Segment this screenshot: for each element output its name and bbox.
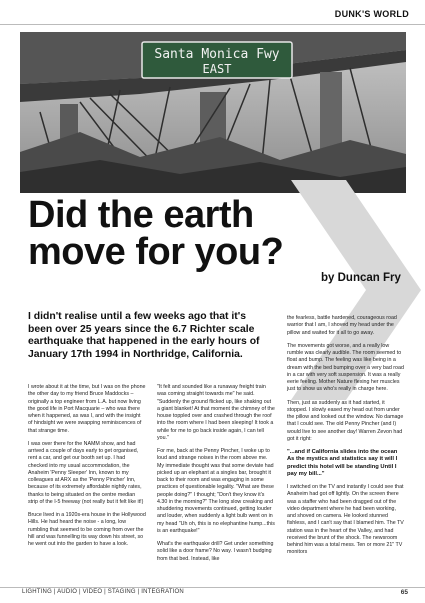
footer-sections: LIGHTING | AUDIO | VIDEO | STAGING | INTEGRATION (22, 589, 184, 595)
body-paragraph: I wrote about it at the time, but I was on the phone the other day to my friend Bruce Maddocks – originally a top engineer from L.A. but now living the good life in Port Macquarie – who was there when it happened, as was I, and with the insight of hindsight we were swapping reminiscences of that strange time. (28, 384, 146, 434)
body-column-2 (157, 384, 275, 569)
body-paragraph: The movements got worse, and a really low rumble was clearly audible. The room seemed to float and bump. The feeling was like being in a dream with the bed bumping over a very bad road in a car with very soft suspension. It was a really eerie feeling. Mother Nature flexing her muscles just to show us who's really in charge here. (287, 342, 404, 393)
body-paragraph: What's the earthquake drill? Get under something solid like a door frame? No way. I wasn't budging from that bed. Instead, like (157, 541, 274, 562)
body-paragraph: Then, just as suddenly as it had started, it stopped. I slowly eased my head out from under the pillow and looked out the window. No damage that I could see. The old Penny Pincher (and I) would live to see another day! Warren Zevon had got it right: (287, 399, 404, 442)
sign-text-line1: Santa Monica Fwy (154, 47, 280, 62)
body-column-3 (287, 315, 405, 563)
earthquake-photo (20, 32, 406, 193)
article-headline (28, 194, 388, 273)
pull-quote: "...and if California slides into the ocean As the mystics and statistics say it will I predict this hotel will be standing Until I pay my bill..." (287, 449, 398, 477)
body-paragraph: Bruce lived in a 1920s-era house in the Hollywood Hills. He had heard the noise - a long, low rumbling that seemed to be coming from over the hill and was funnelling its way down his street, so he went out into the garden to have a look. (28, 512, 146, 547)
section-tag: DUNK'S WORLD (334, 9, 409, 19)
collapsed-freeway-image (20, 32, 406, 193)
headline-line-2: move for you? (28, 231, 284, 273)
header-rule (0, 24, 425, 25)
body-paragraph: I switched on the TV and instantly I could see that Anaheim had got off lightly. On the screen there was a staffer who had been dragged out of the video department where he had been working, and shoved on camera. He looked stunned fishless, and I can't say that I blamed him. The TV station was in the heart of the Valley, and had received the brunt of the shock. The newsroom behind him was a total mess. Ten or more 21" TV monitors (287, 484, 404, 556)
headline-line-1: Did the earth (28, 194, 254, 236)
sign-text-line2: EAST (202, 62, 232, 76)
article-lede: I didn't realise until a few weeks ago that it's been over 25 years since the 6.7 Richter scale earthquake that happened in the early hours of January 17th 1994 in Northridge, California. (28, 311, 260, 360)
body-column-1 (28, 384, 146, 554)
body-paragraph: For me, back at the Penny Pincher, I woke up to loud and strange noises in the room above me. My immediate thought was that some deviate had picked up an elephant at a singles bar, brought it back to their room and was engaging in some practices of questionable legality. "What are these people doing?" I thought; "Don't they know it's 4.30 in the morning?" The long slow creaking and shuddering movements continued, getting louder and louder, when suddenly a light bulb went on in my head "Uh oh, this is no elephantine hump...this is an earthquake!" (157, 448, 275, 534)
page-header (0, 0, 425, 26)
body-paragraph: I was over there for the NAMM show, and had arrived a couple of days early to get organised, rent a car, and get our booth set up. I had checked into my usual accommodation, the Anaheim 'Penny Sleeper' Inn, known to my colleagues at ARX as the 'Penny Pincher' Inn, because of its extremely affordable nightly rates, thanks to being situated on the centre median strip of the I-5 freeway (not really but it felt like it!) (28, 440, 144, 505)
page-number: 65 (400, 589, 408, 596)
footer-rule (0, 587, 425, 588)
byline: by Duncan Fry (321, 272, 401, 284)
body-paragraph: "It felt and sounded like a runaway freight train was coming straight towards me" he said. "Suddenly the ground flicked up, like shaking out a giant blanket! At that moment the chimney of the house toppled over and crashed through the roof into the room where I had been sleeping! It took a while for me to go back inside again, I can tell you." (157, 384, 275, 441)
body-paragraph: the fearless, battle hardened, courageous road warrior that I am, I shoved my head under the pillow and waited for it all to go away. (287, 315, 397, 336)
